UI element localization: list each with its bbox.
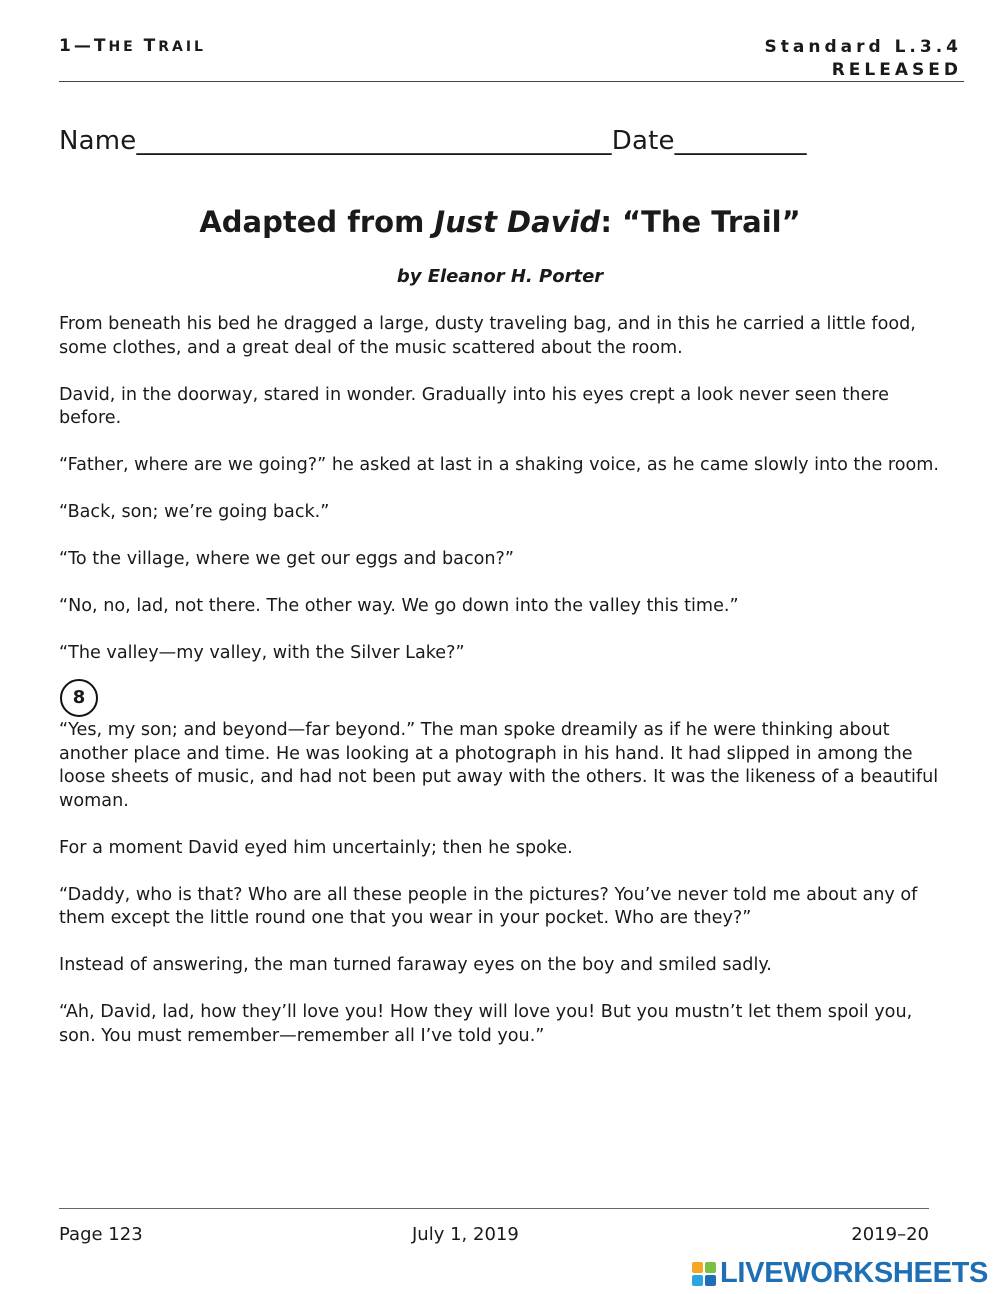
page-number: Page 123 xyxy=(59,1224,143,1245)
liveworksheets-logo[interactable] xyxy=(692,1257,988,1290)
unit-title xyxy=(59,36,206,56)
name-field[interactable]: ____________________________________ xyxy=(136,126,612,156)
header-divider xyxy=(59,81,964,82)
footer-divider xyxy=(59,1208,929,1209)
paragraph: “The valley—my valley, with the Silver Lake?” xyxy=(59,643,465,663)
title-book: Just David xyxy=(434,205,601,239)
paragraph: “Ah, David, lad, how they’ll love you! How they will love you! But you mustn’t let them spoil you, son. You must remember—remember all I’ve told you.” xyxy=(59,1002,913,1046)
liveworksheets-logo-icon xyxy=(692,1262,716,1286)
date-label: Date xyxy=(611,126,675,156)
unit-title-letter: T xyxy=(93,36,109,56)
unit-title-letter: T xyxy=(143,36,159,56)
standard-info xyxy=(765,36,962,82)
release-status: RELEASED xyxy=(831,60,962,80)
unit-number: 1— xyxy=(59,36,94,56)
logo-block xyxy=(692,1262,703,1273)
paragraph-number-badge: 8 xyxy=(60,679,98,717)
logo-block xyxy=(692,1275,703,1286)
paragraph: From beneath his bed he dragged a large, dusty traveling bag, and in this he carried a little food, some clothes, and a great deal of the music scattered about the room. xyxy=(59,314,916,358)
date-field[interactable]: __________ xyxy=(674,126,807,156)
standard-label: Standard L.3.4 xyxy=(764,37,962,57)
name-date-line xyxy=(59,126,807,156)
paragraph: Instead of answering, the man turned faraway eyes on the boy and smiled sadly. xyxy=(59,955,772,975)
unit-title-smallcaps: RAIL xyxy=(158,39,206,55)
author-byline: by Eleanor H. Porter xyxy=(396,266,604,287)
paragraph: “No, no, lad, not there. The other way. We go down into the valley this time.” xyxy=(59,596,739,616)
paragraph: “Daddy, who is that? Who are all these people in the pictures? You’ve never told me about any of them except the little round one that you wear in your pocket. Who are they?” xyxy=(59,884,918,928)
paragraph: “To the village, where we get our eggs and bacon?” xyxy=(59,549,514,569)
logo-block xyxy=(705,1275,716,1286)
passage-title xyxy=(0,205,1000,239)
paragraph: David, in the doorway, stared in wonder. Gradually into his eyes crept a look never seen there before. xyxy=(59,384,889,428)
paragraph: For a moment David eyed him uncertainly; then he spoke. xyxy=(59,837,573,858)
unit-title-smallcaps: HE xyxy=(108,39,144,55)
paragraph: “Yes, my son; and beyond—far beyond.” The man spoke dreamily as if he were thinking about another place and time. He was looking at a photograph in his hand. It had slipped in among the loose sheets of music, and had not been put away with the others. It was the likeness of a beautiful woman. xyxy=(59,720,939,811)
name-label: Name xyxy=(59,126,137,156)
school-year: 2019–20 xyxy=(851,1224,929,1245)
paragraph: “Father, where are we going?” he asked at last in a shaking voice, as he came slowly into the room. xyxy=(59,455,939,475)
passage-body xyxy=(59,313,949,1072)
title-suffix: : “The Trail” xyxy=(600,205,801,239)
logo-block xyxy=(705,1262,716,1273)
footer-date: July 1, 2019 xyxy=(412,1224,519,1245)
title-prefix: Adapted from xyxy=(199,205,435,239)
paragraph: “Back, son; we’re going back.” xyxy=(59,502,330,522)
liveworksheets-logo-text: LIVEWORKSHEETS xyxy=(720,1257,989,1289)
